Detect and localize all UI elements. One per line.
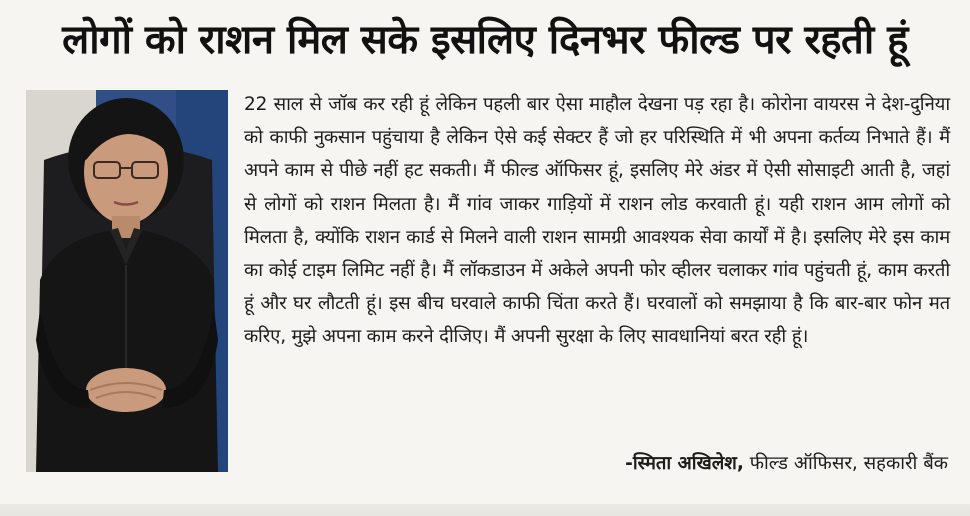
article-body-text: 22 साल से जॉब कर रही हूं लेकिन पहली बार ऐसा माहौल देखना पड़ रहा है। कोरोना वायरस ने देश-दुनिया को काफी नुकसान पहुंचाया है लेकिन ऐसे कई सेक्टर हैं जो हर परिस्थिति में भी अपना कर्तव्य निभाते हैं। मैं अपने काम से पीछे नहीं हट सकती। मैं फील्ड ऑफिसर हूं, इसलिए मेरे अंडर में ऐसी सोसाइटी आती है, जहां से लोगों को राशन मिलता है। मैं गांव जाकर गाड़ियों में राशन लोड करवाती हूं। यही राशन आम लोगों को मिलता है, क्योंकि राशन कार्ड से मिलने वाली राशन सामग्री आवश्यक सेवा कार्यों में है। इसलिए मेरे इस काम का कोई टाइम लिमिट नहीं है। मैं लॉकडाउन में अकेले अपनी फोर व्हीलर चलाकर गांव पहुंचती हूं, काम करती हूं और घर लौटती हूं। इस बीच घरवाले काफी चिंता करते हैं। घरवालों को समझाया है कि बार-बार फोन मत करिए, मुझे अपना काम करने दीजिए। मैं अपनी सुरक्षा के लिए सावधानियां बरत रही हूं।	[244, 94, 950, 348]
headline: लोगों को राशन मिल सके इसलिए दिनभर फील्ड पर रहती हूं	[62, 17, 908, 63]
byline	[625, 450, 948, 478]
article-body	[244, 88, 950, 354]
byline-title: फील्ड ऑफिसर, सहकारी बैंक	[743, 453, 948, 474]
page-bottom-strip	[0, 504, 970, 516]
portrait-photo	[26, 90, 228, 472]
byline-name: -स्मिता अखिलेश,	[625, 453, 744, 474]
